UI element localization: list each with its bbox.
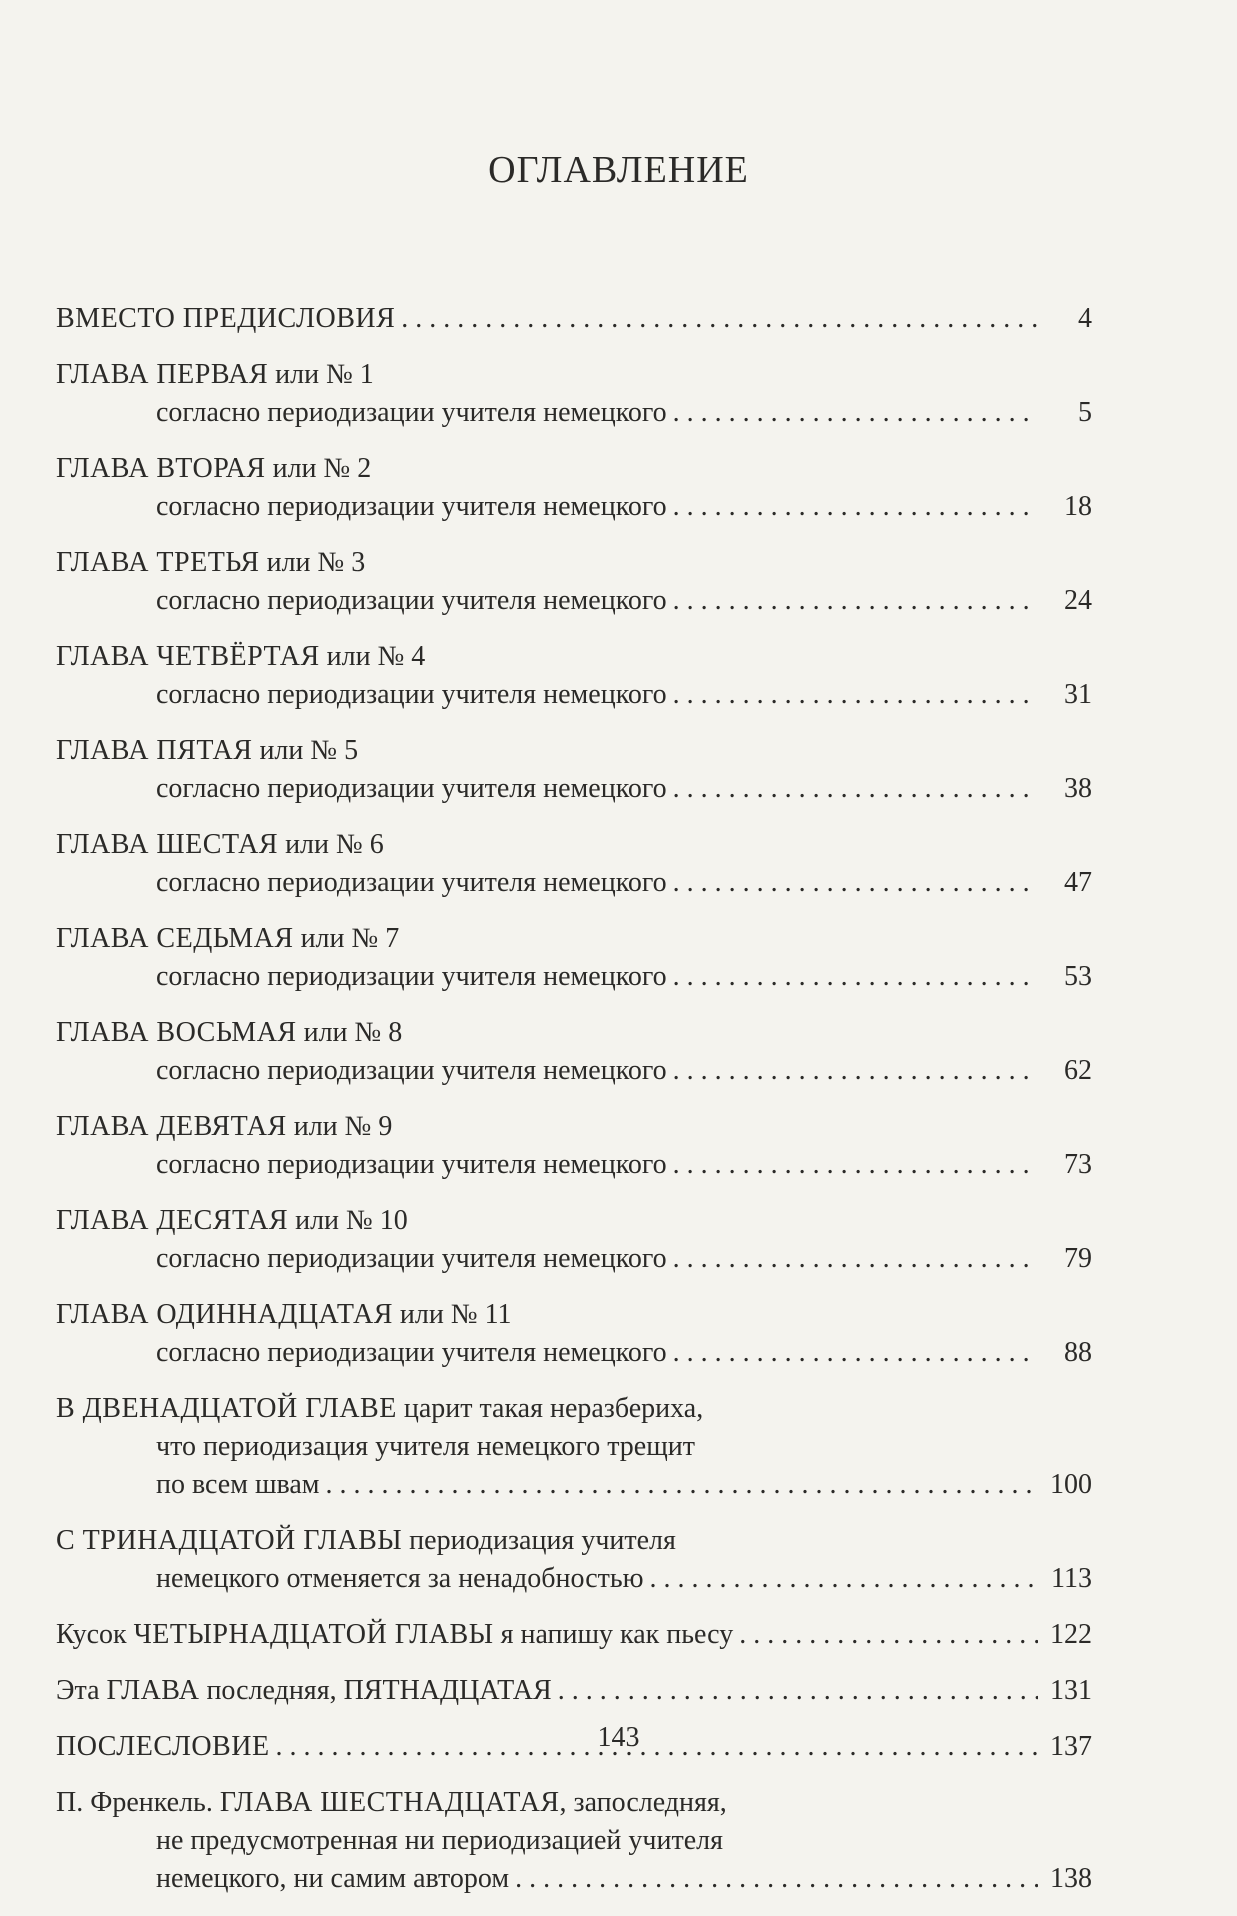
- page-number: 143: [597, 1722, 640, 1753]
- toc-entry-subtitle: согласно периодизации учителя немецкого: [156, 491, 667, 522]
- toc-page-number: 47: [1064, 867, 1092, 898]
- dot-leader: [673, 770, 1038, 808]
- toc-entry[interactable]: [56, 1616, 1092, 1654]
- toc-page-number: 62: [1064, 1055, 1092, 1086]
- toc-entry-subtitle: согласно периодизации учителя немецкого: [156, 961, 667, 992]
- toc-entry-heading: [56, 450, 371, 488]
- toc-entry-subtitle: согласно периодизации учителя немецкого: [156, 1243, 667, 1274]
- toc-entry-subtitle: согласно периодизации учителя немецкого: [156, 867, 667, 898]
- toc-page-number: 53: [1064, 961, 1092, 992]
- dot-leader: [673, 1240, 1038, 1278]
- toc-page-number: 5: [1078, 397, 1092, 428]
- toc-page-number: 137: [1050, 1731, 1092, 1762]
- toc-page-number: 18: [1064, 491, 1092, 522]
- toc-entry[interactable]: [56, 1296, 1092, 1372]
- toc-page-number: 122: [1050, 1619, 1092, 1650]
- toc-entry-heading: [56, 1390, 703, 1428]
- toc-entry-rest: или № 5: [252, 735, 359, 766]
- toc-page-number: 31: [1064, 679, 1092, 710]
- toc-entry-subtitle: что периодизация учителя немецкого трещит: [156, 1431, 695, 1462]
- dot-leader: [673, 958, 1038, 996]
- toc-entry[interactable]: [56, 1784, 1092, 1898]
- toc-entry-rest: , запоследняя,: [559, 1787, 727, 1818]
- toc-entry-lead: ГЛАВА СЕДЬМАЯ: [56, 923, 294, 954]
- dot-leader: [673, 1052, 1038, 1090]
- toc-entry-lead: ГЛАВА ПЕРВАЯ: [56, 359, 269, 390]
- toc-entry-subtitle: согласно периодизации учителя немецкого: [156, 585, 667, 616]
- toc-entry-heading: [56, 1672, 552, 1710]
- dot-leader: [673, 1334, 1038, 1372]
- dot-leader: [673, 676, 1038, 714]
- toc-entry[interactable]: [56, 1522, 1092, 1598]
- dot-leader: [558, 1672, 1038, 1710]
- toc-entry-heading: [56, 638, 425, 676]
- toc-entry-lead: ПОСЛЕСЛОВИЕ: [56, 1731, 270, 1762]
- toc-page-number: 79: [1064, 1243, 1092, 1274]
- toc-list: [56, 300, 1092, 1916]
- toc-entry-heading: [56, 920, 399, 958]
- dot-leader: [673, 394, 1038, 432]
- toc-entry-lead: ГЛАВА ПЯТАЯ: [56, 735, 253, 766]
- toc-entry-subtitle: не предусмотренная ни периодизацией учителя: [156, 1825, 723, 1856]
- dot-leader: [326, 1466, 1038, 1504]
- toc-entry[interactable]: [56, 732, 1092, 808]
- toc-entry-lead: ГЛАВА ОДИННАДЦАТАЯ: [56, 1299, 393, 1330]
- dot-leader: [650, 1560, 1038, 1598]
- toc-entry-prefix: Кусок: [56, 1619, 134, 1650]
- toc-entry[interactable]: [56, 638, 1092, 714]
- page-title: ОГЛАВЛЕНИЕ: [488, 149, 749, 191]
- toc-entry-lead: ЧЕТЫРНАДЦАТОЙ ГЛАВЫ: [133, 1619, 494, 1650]
- toc-entry-heading: [56, 1296, 512, 1334]
- toc-entry-lead: ВМЕСТО ПРЕДИСЛОВИЯ: [56, 303, 396, 334]
- toc-entry[interactable]: [56, 920, 1092, 996]
- dot-leader: [515, 1860, 1038, 1898]
- toc-entry-heading: [56, 826, 384, 864]
- toc-entry-subtitle: согласно периодизации учителя немецкого: [156, 1055, 667, 1086]
- toc-entry-rest: или № 10: [288, 1205, 408, 1236]
- toc-entry-lead: ГЛАВА ТРЕТЬЯ: [56, 547, 260, 578]
- toc-entry-rest: или № 1: [268, 359, 374, 390]
- dot-leader: [739, 1616, 1038, 1654]
- toc-entry-rest: или № 3: [259, 547, 366, 578]
- toc-entry-lead: ГЛАВА ШЕСТНАДЦАТАЯ: [219, 1787, 560, 1818]
- toc-entry-heading: [56, 1522, 676, 1560]
- toc-entry-lead: ГЛАВА ЧЕТВЁРТАЯ: [56, 641, 320, 672]
- toc-entry-rest: или № 8: [296, 1017, 403, 1048]
- toc-entry-rest: или № 6: [278, 829, 384, 860]
- toc-page-number: 138: [1050, 1863, 1092, 1894]
- toc-entry-rest: или № 9: [286, 1111, 393, 1142]
- dot-leader: [673, 1146, 1038, 1184]
- toc-entry-lead: ГЛАВА: [106, 1675, 200, 1706]
- toc-entry-subtitle: немецкого, ни самим автором: [156, 1863, 510, 1894]
- toc-entry-subtitle: согласно периодизации учителя немецкого: [156, 679, 667, 710]
- toc-entry-heading: [56, 1108, 392, 1146]
- toc-page-number: 73: [1064, 1149, 1092, 1180]
- toc-entry-heading: [56, 544, 365, 582]
- toc-entry-lead: ГЛАВА ВОСЬМАЯ: [56, 1017, 297, 1048]
- toc-entry-heading: [56, 300, 395, 338]
- toc-page-number: 100: [1050, 1469, 1092, 1500]
- toc-entry[interactable]: [56, 1014, 1092, 1090]
- toc-entry-heading: [56, 732, 358, 770]
- toc-entry-subtitle: немецкого отменяется за ненадобностью: [156, 1563, 644, 1594]
- toc-entry-heading: [56, 1202, 408, 1240]
- toc-entry[interactable]: [56, 300, 1092, 338]
- toc-entry-rest: или № 4: [319, 641, 426, 672]
- toc-entry[interactable]: [56, 1108, 1092, 1184]
- toc-entry-heading: [56, 1014, 402, 1052]
- toc-entry-lead: ГЛАВА ДЕВЯТАЯ: [56, 1111, 287, 1142]
- toc-entry-rest: царит такая неразбериха,: [396, 1393, 704, 1424]
- toc-entry-rest: или № 2: [265, 453, 372, 484]
- toc-entry-heading: [56, 1616, 733, 1654]
- toc-page-number: 88: [1064, 1337, 1092, 1368]
- toc-entry-subtitle: согласно периодизации учителя немецкого: [156, 1149, 667, 1180]
- toc-entry-rest: я напишу как пьесу: [493, 1619, 734, 1650]
- toc-entry-rest: или № 7: [293, 923, 400, 954]
- toc-entry[interactable]: [56, 826, 1092, 902]
- toc-entry[interactable]: [56, 1390, 1092, 1504]
- dot-leader: [673, 488, 1038, 526]
- toc-entry-rest: периодизация учителя: [402, 1525, 676, 1556]
- toc-entry-subtitle: согласно периодизации учителя немецкого: [156, 1337, 667, 1368]
- toc-page-number: 4: [1078, 303, 1092, 334]
- toc-entry-lead: ГЛАВА ВТОРАЯ: [56, 453, 266, 484]
- toc-entry-lead: В ДВЕНАДЦАТОЙ ГЛАВЕ: [56, 1393, 397, 1424]
- toc-entry-lead: С ТРИНАДЦАТОЙ ГЛАВЫ: [56, 1525, 403, 1556]
- toc-entry[interactable]: [56, 450, 1092, 526]
- toc-entry-subtitle: согласно периодизации учителя немецкого: [156, 773, 667, 804]
- toc-entry-prefix: П. Френкель.: [56, 1787, 220, 1818]
- toc-entry-heading: [56, 356, 374, 394]
- dot-leader: [673, 582, 1038, 620]
- toc-entry-rest: последняя, ПЯТНАДЦАТАЯ: [199, 1675, 552, 1706]
- toc-entry-subtitle: по всем швам: [156, 1469, 320, 1500]
- toc-entry-lead: ГЛАВА ШЕСТАЯ: [56, 829, 279, 860]
- toc-entry-prefix: Эта: [56, 1675, 107, 1706]
- toc-entry[interactable]: [56, 1672, 1092, 1710]
- toc-page-number: 24: [1064, 585, 1092, 616]
- dot-leader: [673, 864, 1038, 902]
- toc-page-number: 131: [1050, 1675, 1092, 1706]
- toc-entry[interactable]: [56, 544, 1092, 620]
- toc-page-number: 38: [1064, 773, 1092, 804]
- toc-entry-subtitle: согласно периодизации учителя немецкого: [156, 397, 667, 428]
- toc-entry-heading: [56, 1784, 727, 1822]
- toc-entry-rest: или № 11: [392, 1299, 512, 1330]
- toc-entry[interactable]: [56, 1202, 1092, 1278]
- toc-entry-lead: ГЛАВА ДЕСЯТАЯ: [56, 1205, 289, 1236]
- dot-leader: [401, 300, 1038, 338]
- toc-page-number: 113: [1051, 1563, 1092, 1594]
- toc-entry[interactable]: [56, 356, 1092, 432]
